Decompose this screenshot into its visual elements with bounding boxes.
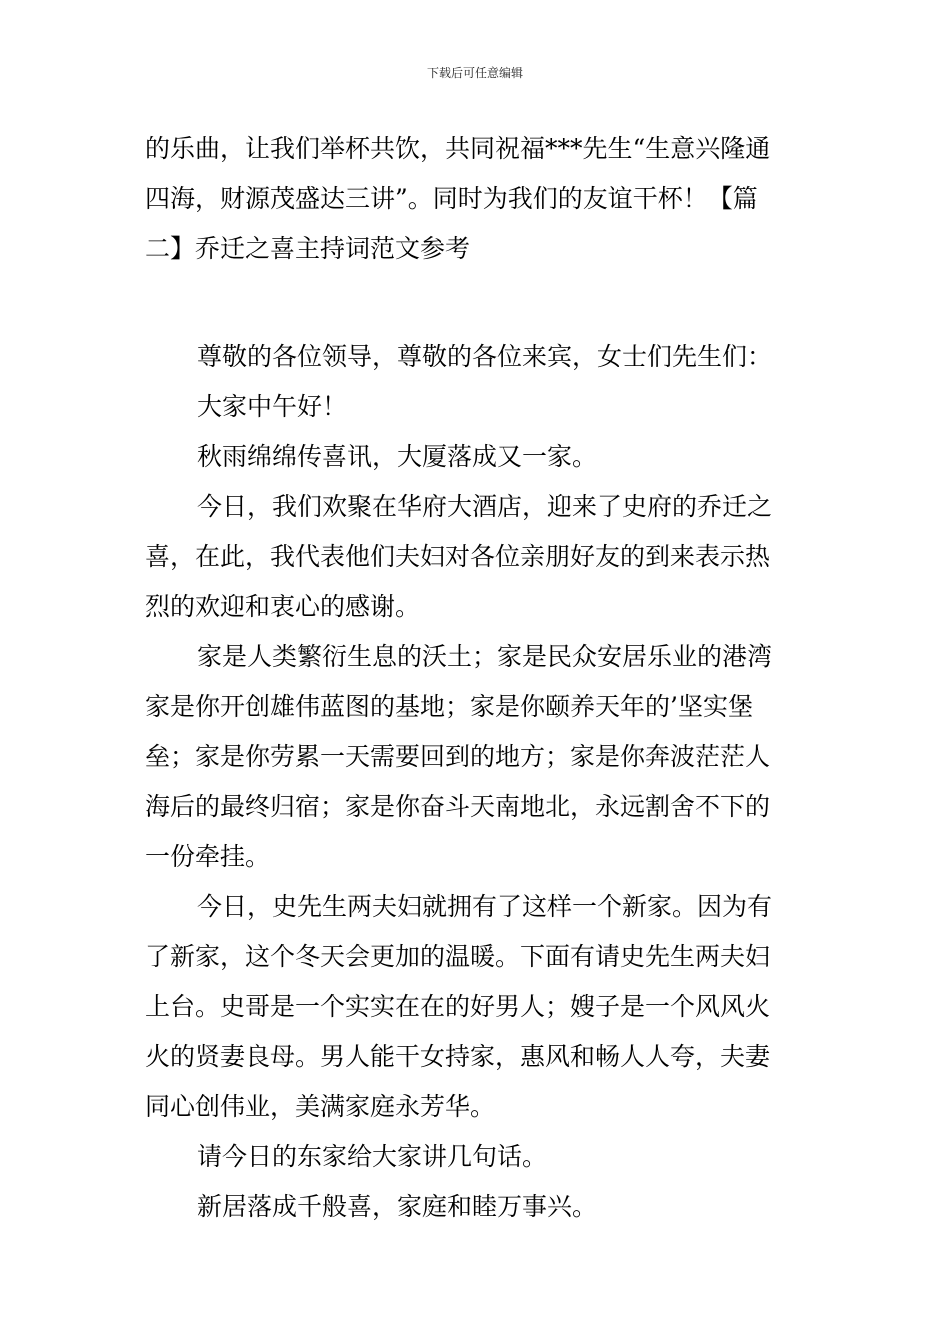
text-line: 尊敬的各位领导，尊敬的各位来宾，女士们先生们：	[197, 342, 773, 371]
text-line: 家是你开创雄伟蓝图的基地；家是你颐养天年的’坚实堡	[145, 692, 753, 721]
text-line: 四海，财源茂盛达三讲”。同时为我们的友谊干杯！【篇	[145, 184, 758, 213]
text-line: 今日，我们欢聚在华府大酒店，迎来了史府的乔迁之	[197, 492, 773, 521]
paragraph-gap	[145, 274, 810, 332]
text-line: 大家中午好！	[197, 392, 348, 421]
text-line: 的乐曲，让我们举杯共饮，共同祝福***先生“生意兴隆通	[145, 134, 771, 163]
text-line: 一份牵挂。	[145, 842, 271, 871]
text-line: 海后的最终归宿；家是你奋斗天南地北，永远割舍不下的	[145, 792, 771, 821]
text-line: 火的贤妻良母。男人能干女持家，惠风和畅人人夸，夫妻	[145, 1042, 771, 1071]
text-line: 家是人类繁衍生息的沃土；家是民众安居乐业的港湾	[197, 642, 773, 671]
text-line: 上台。史哥是一个实实在在的好男人；嫂子是一个风风火	[145, 992, 771, 1021]
text-line: 新居落成千般喜，家庭和睦万事兴。	[197, 1192, 598, 1221]
text-line: 喜，在此，我代表他们夫妇对各位亲朋好友的到来表示热	[145, 542, 771, 571]
text-line: 了新家，这个冬天会更加的温暖。下面有请史先生两夫妇	[145, 942, 771, 971]
text-line: 烈的欢迎和衷心的感谢。	[145, 592, 421, 621]
page-header: 下载后可任意编辑	[426, 66, 523, 80]
text-line: 请今日的东家给大家讲几句话。	[197, 1142, 548, 1171]
text-line: 垒；家是你劳累一天需要回到的地方；家是你奔波茫茫人	[145, 742, 771, 771]
document-body	[145, 124, 810, 1232]
text-line: 二】乔迁之喜主持词范文参考	[145, 234, 471, 263]
text-line: 同心创伟业，美满家庭永芳华。	[145, 1092, 496, 1121]
text-line: 今日，史先生两夫妇就拥有了这样一个新家。因为有	[197, 892, 773, 921]
text-line: 秋雨绵绵传喜讯，大厦落成又一家。	[197, 442, 598, 471]
